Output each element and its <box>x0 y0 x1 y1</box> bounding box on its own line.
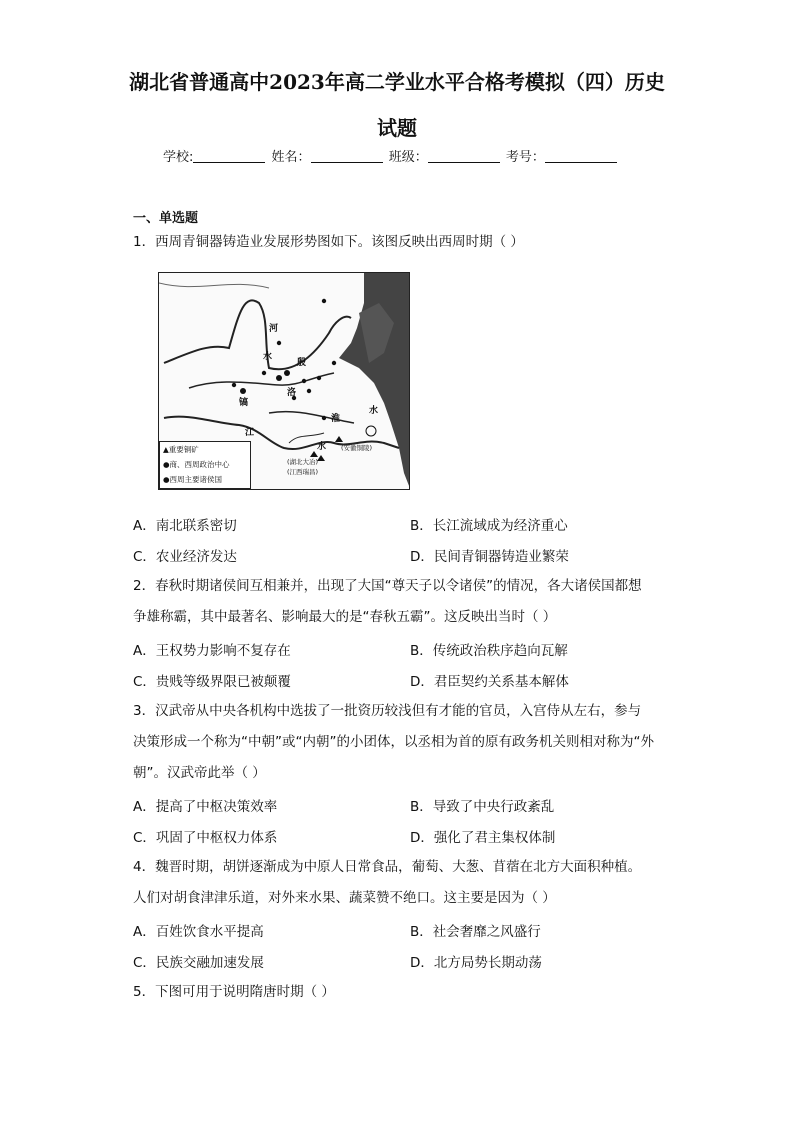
question-line: 5．下图可用于说明隋唐时期（ ） <box>133 984 335 1000</box>
state-dot <box>277 341 281 345</box>
question-4-stem <box>133 852 673 914</box>
capital-dot <box>240 388 246 394</box>
number-label: 考号： <box>505 150 545 165</box>
wei-river <box>189 373 334 388</box>
option-3d[interactable]: D．强化了君主集权体制 <box>410 830 556 846</box>
question-line: 2．春秋时期诸侯间互相兼并，出现了大国“尊天子以令诸侯”的情况，各大诸侯国都想 <box>133 578 642 594</box>
state-dot <box>302 379 306 383</box>
state-dot <box>232 383 236 387</box>
state-dot <box>317 376 321 380</box>
mine-triangle <box>335 436 343 442</box>
option-3c[interactable]: C．巩固了中枢权力体系 <box>133 830 278 846</box>
page-title-line2: 试题 <box>377 116 417 140</box>
option-2a[interactable]: A．王权势力影响不复存在 <box>133 643 291 659</box>
class-label: 班级： <box>388 150 428 165</box>
question-5-stem <box>133 977 673 1008</box>
student-info <box>163 146 619 165</box>
label-daye: (湖北大冶) <box>287 458 319 466</box>
option-4b[interactable]: B．社会奢靡之风盛行 <box>410 924 541 940</box>
state-dot <box>322 299 326 303</box>
label-he: 河 <box>269 324 279 334</box>
label-hao: 镐 <box>239 398 249 408</box>
yellow-river <box>164 300 351 369</box>
page-title: 湖北省普通高中2023年高二学业水平合格考模拟（四）历史 <box>129 70 665 94</box>
question-2-stem <box>133 571 673 633</box>
bronze-map <box>158 272 410 490</box>
capital-dot <box>276 375 282 381</box>
school-blank[interactable] <box>193 150 265 163</box>
option-2d[interactable]: D．君臣契约关系基本解体 <box>410 674 569 690</box>
question-line: 4．魏晋时期，胡饼逐渐成为中原人日常食品，葡萄、大葱、苜蓿在北方大面积种植。 <box>133 859 642 875</box>
label-tongling: (安徽铜陵) <box>341 444 373 452</box>
mine-triangle <box>317 455 325 461</box>
question-line: 人们对胡食津津乐道，对外来水果、蔬菜赞不绝口。这主要是因为（ ） <box>133 890 556 906</box>
option-4d[interactable]: D．北方局势长期动荡 <box>410 955 542 971</box>
label-jiang: 江 <box>245 428 255 438</box>
label-he-shui: 水 <box>263 352 273 362</box>
option-1d[interactable]: D．民间青铜器铸造业繁荣 <box>410 549 569 565</box>
section-heading: 一、单选题 <box>133 211 199 226</box>
option-1c[interactable]: C．农业经济发达 <box>133 549 237 565</box>
huai-river <box>269 412 354 423</box>
option-2c[interactable]: C．贵贱等级界限已被颠覆 <box>133 674 291 690</box>
label-ruichang: (江西瑞昌) <box>287 468 319 476</box>
school-label: 学校: <box>163 150 194 165</box>
name-blank[interactable] <box>311 150 383 163</box>
label-huai-shui: 水 <box>369 406 379 416</box>
label-luo: 洛 <box>287 388 297 398</box>
question-line: 争雄称霸，其中最著名、影响最大的是“春秋五霸”。这反映出当时（ ） <box>133 609 557 625</box>
label-jiang-shui: 水 <box>317 442 327 452</box>
map-legend <box>159 441 251 489</box>
legend-state: ●西周主要诸侯国 <box>163 475 223 484</box>
option-4a[interactable]: A．百姓饮食水平提高 <box>133 924 264 940</box>
option-1a[interactable]: A．南北联系密切 <box>133 518 237 534</box>
state-dot <box>322 416 326 420</box>
question-3-stem <box>133 696 673 789</box>
option-2b[interactable]: B．传统政治秩序趋向瓦解 <box>410 643 568 659</box>
question-line: 朝”。汉武帝此举（ ） <box>133 765 266 781</box>
class-blank[interactable] <box>428 150 500 163</box>
question-1-stem <box>133 227 673 258</box>
question-line: 3．汉武帝从中央各机构中选拔了一批资历较浅但有才能的官员，入宫侍从左右，参与 <box>133 703 642 719</box>
state-dot <box>307 389 311 393</box>
label-yin: 殷 <box>297 358 307 368</box>
state-dot <box>262 371 266 375</box>
option-1b[interactable]: B．长江流域成为经济重心 <box>410 518 568 534</box>
capital-dot <box>284 370 290 376</box>
number-blank[interactable] <box>545 150 617 163</box>
option-4c[interactable]: C．民族交融加速发展 <box>133 955 264 971</box>
option-3b[interactable]: B．导致了中央行政紊乱 <box>410 799 555 815</box>
option-3a[interactable]: A．提高了中枢决策效率 <box>133 799 278 815</box>
name-label: 姓名： <box>271 150 311 165</box>
question-line: 1．西周青铜器铸造业发展形势图如下。该图反映出西周时期（ ） <box>133 234 524 250</box>
legend-mine: ▲重要铜矿 <box>163 445 199 454</box>
legend-capital: ●商、西周政治中心 <box>163 460 230 469</box>
label-huai: 淮 <box>331 414 341 424</box>
state-dot <box>332 361 336 365</box>
question-line: 决策形成一个称为“中朝”或“内朝”的小团体，以丞相为首的原有政务机关则相对称为“外 <box>133 734 654 750</box>
